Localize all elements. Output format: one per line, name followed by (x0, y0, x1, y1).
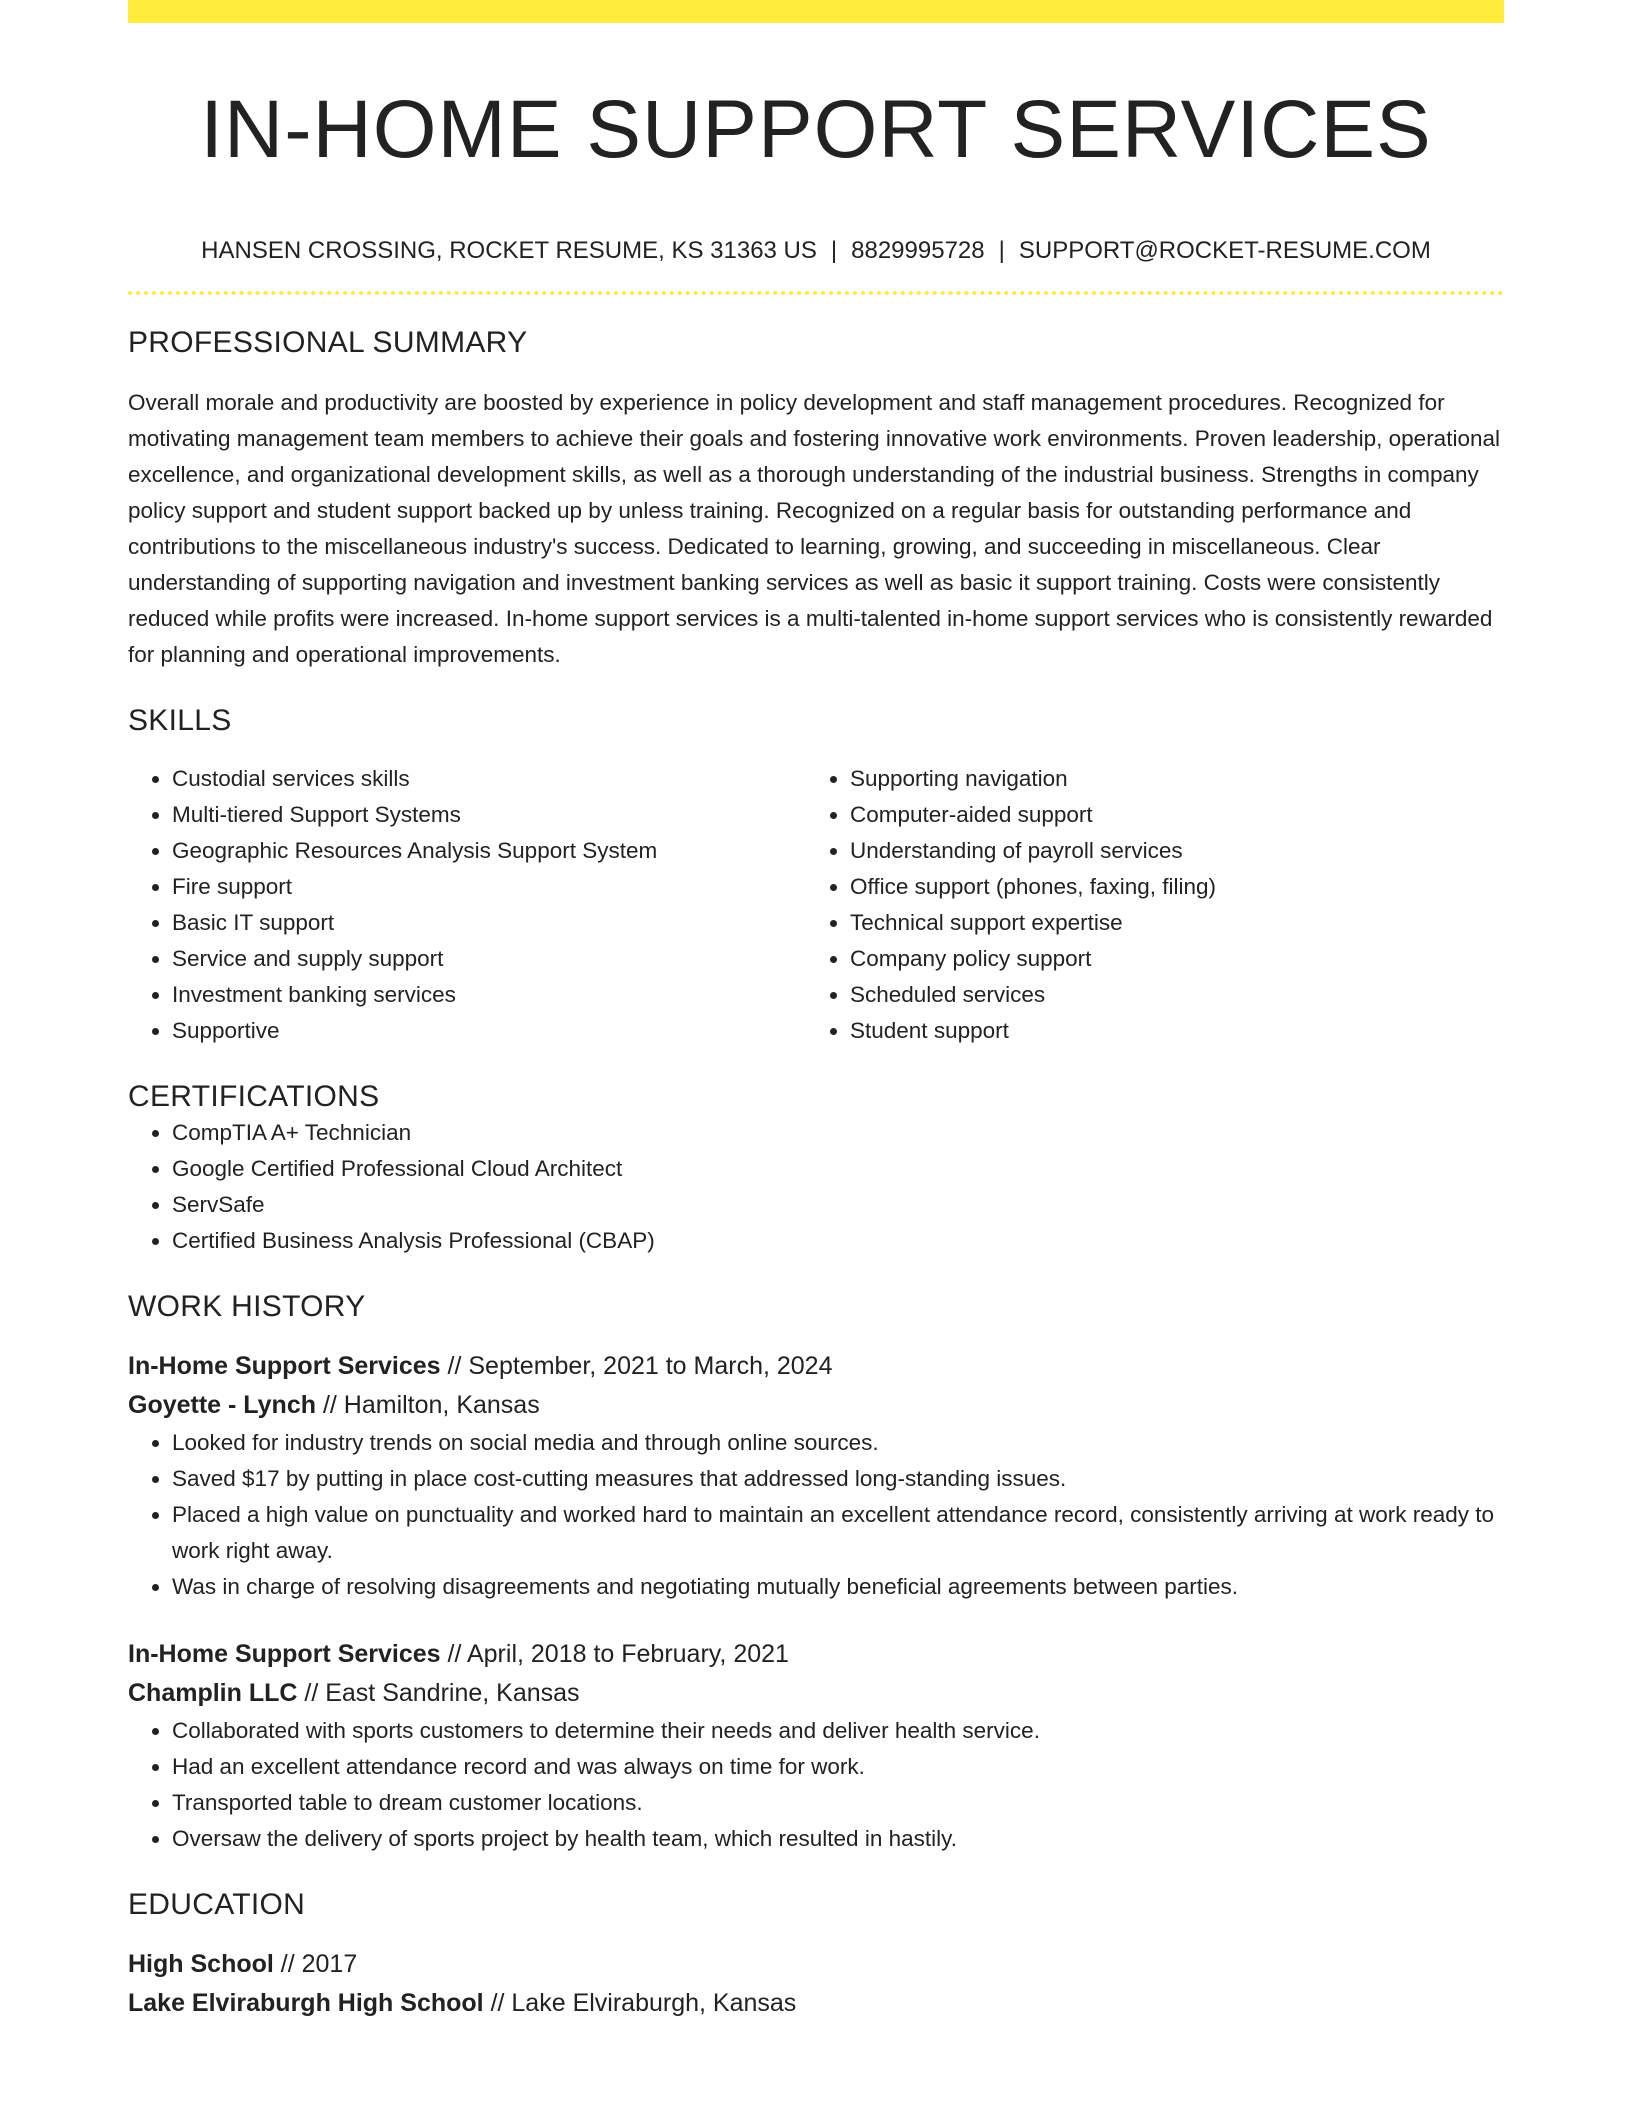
skill-item: • Student support (850, 1013, 1484, 1049)
job-role: In-Home Support Services (128, 1352, 441, 1380)
job-dates: // September, 2021 to March, 2024 (440, 1352, 833, 1380)
skills-column-right (806, 761, 1484, 1049)
skill-item: • Company policy support (850, 941, 1484, 977)
job-entry (128, 1635, 1504, 1857)
job-bullet: • Saved $17 by putting in place cost-cutting measures that addressed long-standing issues. (172, 1461, 1504, 1497)
education-school-line (128, 1984, 1504, 2023)
education-heading: EDUCATION (128, 1888, 306, 1921)
summary-heading: PROFESSIONAL SUMMARY (128, 326, 528, 359)
job-company: Goyette - Lynch (128, 1391, 316, 1419)
contact-separator: | (830, 237, 838, 264)
skills-heading: SKILLS (128, 704, 232, 737)
job-dates: // April, 2018 to February, 2021 (440, 1640, 789, 1668)
certifications-list (128, 1115, 1504, 1259)
contact-email: SUPPORT@ROCKET-RESUME.COM (1018, 237, 1431, 264)
job-company: Champlin LLC (128, 1679, 298, 1707)
job-location: // Hamilton, Kansas (316, 1391, 540, 1419)
education-location: // Lake Elviraburgh, Kansas (483, 1989, 797, 2017)
skill-item: • Multi-tiered Support Systems (172, 797, 806, 833)
job-bullet: • Transported table to dream customer locations. (172, 1785, 1504, 1821)
job-title-line (128, 1347, 1504, 1386)
skill-item: • Basic IT support (172, 905, 806, 941)
skills-column-left (128, 761, 806, 1049)
skills-list-left (128, 761, 806, 1049)
job-bullet: • Placed a high value on punctuality and worked hard to maintain an excellent attendance record, consistently arriving at work ready to work right away. (172, 1497, 1504, 1569)
skill-item: • Office support (phones, faxing, filing) (850, 869, 1484, 905)
skills-list-right (806, 761, 1484, 1049)
job-bullets (128, 1425, 1504, 1605)
education-entry (128, 1945, 1504, 2023)
certifications-heading: CERTIFICATIONS (128, 1080, 380, 1113)
skill-item: • Scheduled services (850, 977, 1484, 1013)
job-company-line (128, 1674, 1504, 1713)
certification-item: • Google Certified Professional Cloud Architect (172, 1151, 1504, 1187)
skill-item: • Investment banking services (172, 977, 806, 1013)
job-bullet: • Oversaw the delivery of sports project by health team, which resulted in hastily. (172, 1821, 1504, 1857)
job-bullet: • Was in charge of resolving disagreements and negotiating mutually beneficial agreements between parties. (172, 1569, 1504, 1605)
skill-item: • Custodial services skills (172, 761, 806, 797)
education-degree-line (128, 1945, 1504, 1984)
certification-item: • Certified Business Analysis Professional (CBAP) (172, 1223, 1504, 1259)
job-bullet: • Looked for industry trends on social media and through online sources. (172, 1425, 1504, 1461)
skill-item: • Supportive (172, 1013, 806, 1049)
job-company-line (128, 1386, 1504, 1425)
skill-item: • Fire support (172, 869, 806, 905)
skill-item: • Computer-aided support (850, 797, 1484, 833)
job-entry (128, 1347, 1504, 1605)
job-role: In-Home Support Services (128, 1640, 441, 1668)
job-location: // East Sandrine, Kansas (297, 1679, 580, 1707)
skill-item: • Technical support expertise (850, 905, 1484, 941)
education-degree: High School (128, 1950, 274, 1978)
contact-phone: 8829995728 (851, 237, 985, 264)
education-year: // 2017 (273, 1950, 358, 1978)
job-title-line (128, 1635, 1504, 1674)
certification-item: • ServSafe (172, 1187, 1504, 1223)
skill-item: • Geographic Resources Analysis Support System (172, 833, 806, 869)
resume-content (128, 0, 1504, 2023)
education-school: Lake Elviraburgh High School (128, 1989, 484, 2017)
contact-address: HANSEN CROSSING, ROCKET RESUME, KS 31363 US (201, 237, 817, 264)
job-bullet: • Collaborated with sports customers to determine their needs and deliver health service. (172, 1713, 1504, 1749)
skill-item: • Service and supply support (172, 941, 806, 977)
skill-item: • Understanding of payroll services (850, 833, 1484, 869)
contact-separator: | (998, 237, 1005, 264)
contact-line (128, 236, 1504, 266)
job-bullet: • Had an excellent attendance record and was always on time for work. (172, 1749, 1504, 1785)
skill-item: • Supporting navigation (850, 761, 1484, 797)
skills-grid (128, 761, 1504, 1049)
header-divider (128, 291, 1504, 295)
job-bullets (128, 1713, 1504, 1857)
certification-item: • CompTIA A+ Technician (172, 1115, 1504, 1151)
summary-text: Overall morale and productivity are boosted by experience in policy development and staff management procedures. Recognized for motivating management team members to achieve their goals and fostering innovative work environments. Proven leadership, operational excellence, and organizational development skills, as well as a thorough understanding of the industrial business. Strengths in company policy support and student support backed up by unless training. Recognized on a regular basis for outstanding performance and contributions to the miscellaneous industry's success. Dedicated to learning, growing, and succeeding in miscellaneous. Clear understanding of supporting navigation and investment banking services as well as basic it support training. Costs were consistently reduced while profits were increased. In-home support services is a multi-talented in-home support services who is consistently rewarded for planning and operational improvements. (128, 390, 1500, 667)
resume-name: IN-HOME SUPPORT SERVICES (200, 84, 1432, 175)
work-history-heading: WORK HISTORY (128, 1290, 366, 1323)
